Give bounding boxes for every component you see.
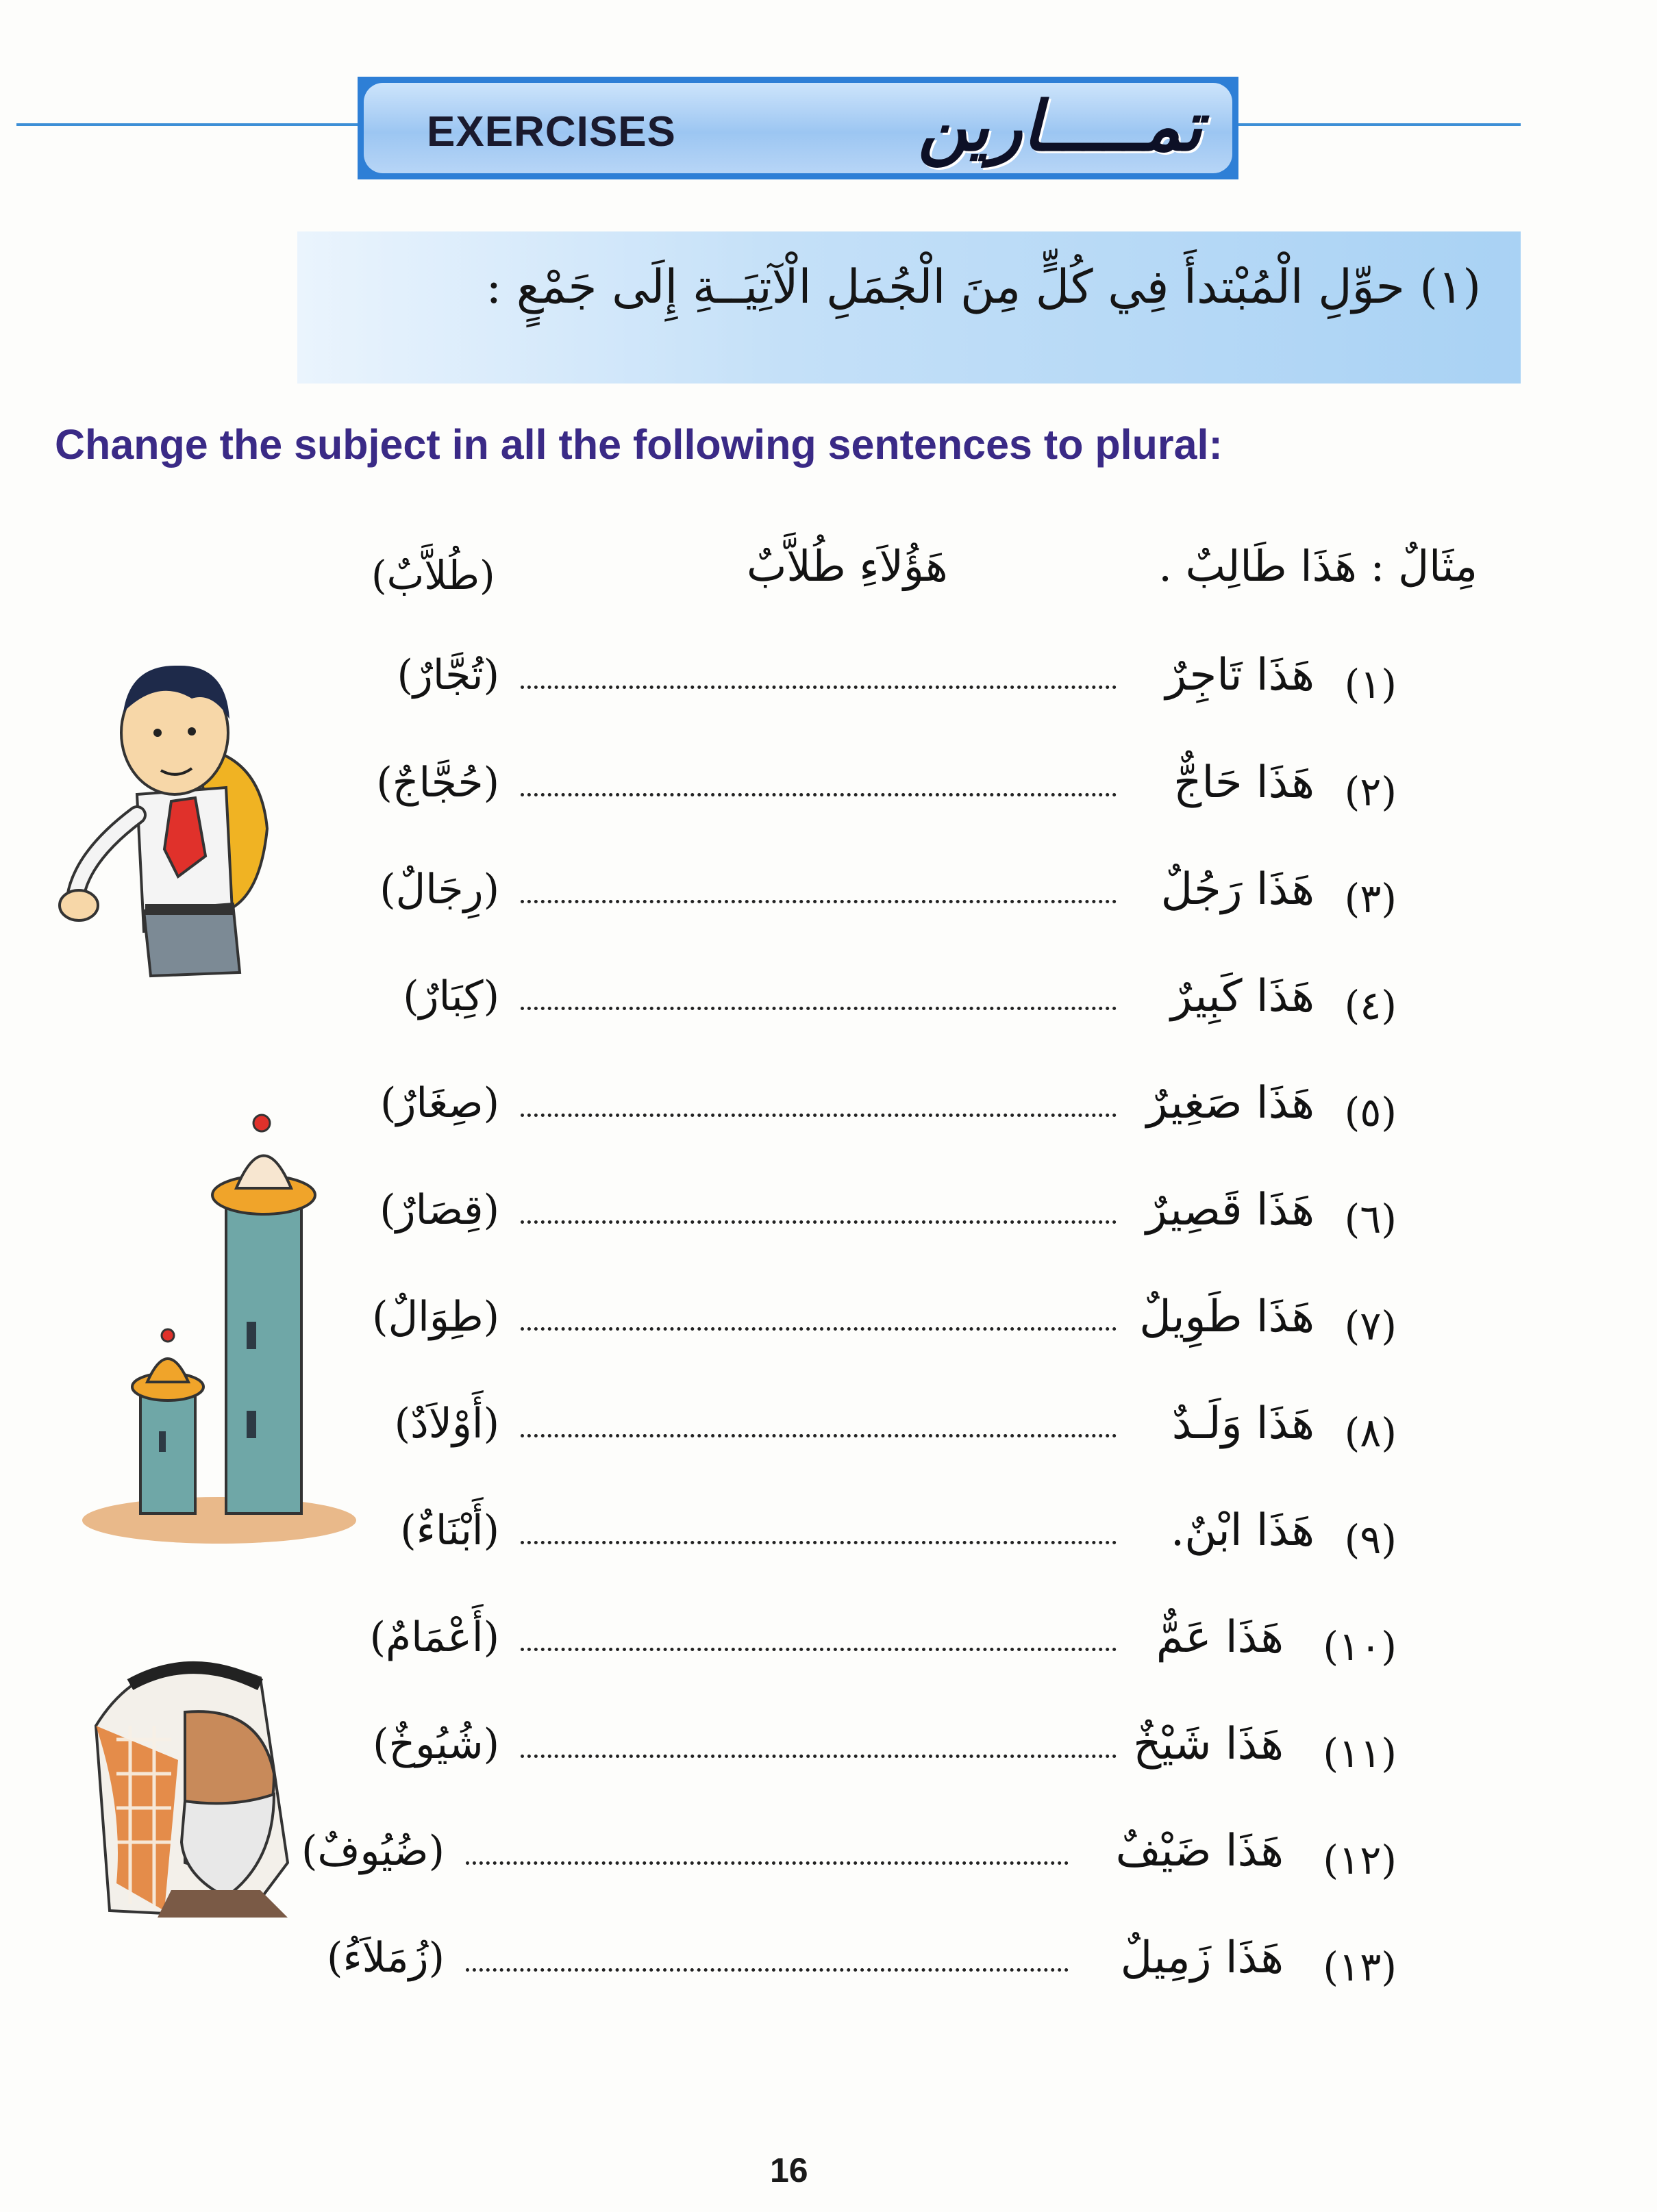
plural-hint: (تُجَّارٌ) xyxy=(397,651,499,699)
example-sentence: مِثَالٌ : هَذَا طَالِبٌ . xyxy=(1158,541,1478,591)
exercise-sentence: هَذَا طَوِيلٌ xyxy=(1139,1292,1315,1342)
answer-blank[interactable] xyxy=(521,1434,1117,1437)
answer-blank[interactable] xyxy=(521,1114,1117,1117)
header-title-english: EXERCISES xyxy=(427,108,676,155)
exercise-sentence: هَذَا شَيْخٌ xyxy=(1133,1719,1284,1770)
answer-blank[interactable] xyxy=(521,1541,1117,1544)
plural-hint: (حُجَّاجٌ) xyxy=(376,759,499,807)
answer-blank[interactable] xyxy=(521,1327,1117,1331)
plural-hint: (كِبَارٌ) xyxy=(403,972,499,1020)
exercise-sentence: هَذَا ضَيْفٌ xyxy=(1115,1826,1284,1876)
exercise-sentence: هَذَا تَاجِرٌ xyxy=(1165,650,1315,701)
answer-blank[interactable] xyxy=(521,793,1117,796)
exercise-number: (٥) xyxy=(1344,1089,1397,1135)
exercise-sentence: هَذَا رَجُلٌ xyxy=(1160,864,1315,915)
answer-blank[interactable] xyxy=(466,1861,1069,1865)
elder-man-illustration xyxy=(68,1637,301,1918)
exercise-number: (٢) xyxy=(1344,768,1397,815)
exercise-number: (١٠) xyxy=(1323,1623,1397,1670)
plural-hint: (أَعْمَامٌ) xyxy=(369,1613,499,1661)
exercise-sentence: هَذَا حَاجٌّ xyxy=(1173,757,1315,808)
exercise-number: (٨) xyxy=(1344,1409,1397,1456)
header-banner xyxy=(358,77,1238,179)
plural-hint: (شُيُوخٌ) xyxy=(373,1720,499,1768)
instruction-arabic: (١) حوِّلِ الْمُبْتدأَ فِي كُلٍّ مِنَ الْجُمَلِ الْآتِيَــةِ إِلَى جَمْعٍ : xyxy=(486,260,1481,314)
plural-hint: (رِجَالٌ) xyxy=(379,866,499,914)
page-number: 16 xyxy=(770,2151,808,2189)
exercise-number: (٤) xyxy=(1344,982,1397,1029)
minarets-illustration xyxy=(82,1109,356,1548)
boy-illustration xyxy=(55,651,288,979)
exercise-number: (١١) xyxy=(1323,1730,1397,1776)
plural-hint: (صِغَارٌ) xyxy=(380,1079,499,1127)
header-rule-left xyxy=(16,123,359,126)
plural-hint: (ضُيُوفٌ) xyxy=(301,1827,445,1875)
instruction-band xyxy=(297,231,1521,384)
exercise-sentence: هَذَا عَمٌّ xyxy=(1156,1612,1284,1663)
example-answer: هَؤُلاَءِ طُلاَّبٌ xyxy=(747,541,948,591)
exercise-number: (٦) xyxy=(1344,1196,1397,1242)
answer-blank[interactable] xyxy=(521,1220,1117,1224)
answer-blank[interactable] xyxy=(466,1968,1069,1972)
exercise-number: (٧) xyxy=(1344,1303,1397,1349)
exercise-number: (١) xyxy=(1344,661,1397,707)
exercise-sentence: هَذَا كَبِيرٌ xyxy=(1171,971,1315,1022)
exercise-number: (٩) xyxy=(1344,1516,1397,1563)
plural-hint: (أَبْنَاءٌ) xyxy=(400,1507,499,1555)
exercise-number: (١٣) xyxy=(1323,1944,1397,1990)
exercise-sentence: هَذَا ابْنٌ. xyxy=(1170,1505,1315,1556)
header-banner-inner xyxy=(364,83,1232,173)
answer-blank[interactable] xyxy=(521,1648,1117,1651)
answer-blank[interactable] xyxy=(521,1007,1117,1010)
exercise-sentence: هَذَا قَصِيرٌ xyxy=(1145,1185,1315,1235)
header-title-arabic: تمـــــارين xyxy=(918,86,1202,166)
exercise-sentence: هَذَا صَغِيرٌ xyxy=(1146,1078,1315,1129)
instruction-english: Change the subject in all the following sentences to plural: xyxy=(55,421,1223,468)
answer-blank[interactable] xyxy=(521,1755,1117,1758)
exercise-sentence: هَذَا زَمِيلٌ xyxy=(1120,1933,1284,1983)
exercise-row xyxy=(0,1930,1657,2019)
plural-hint: (زُمَلاَءُ) xyxy=(327,1934,445,1982)
answer-blank[interactable] xyxy=(521,686,1117,689)
exercise-number: (٣) xyxy=(1344,875,1397,922)
plural-hint: (طِوَالٌ) xyxy=(372,1293,499,1341)
plural-hint: (قِصَارٌ) xyxy=(379,1186,499,1234)
exercise-sentence: هَذَا وَلَـدٌ xyxy=(1171,1398,1315,1449)
exercise-row xyxy=(0,968,1657,1057)
header-rule-right xyxy=(1238,123,1521,126)
example-hint: (طُلاَّبٌ) xyxy=(371,552,495,599)
plural-hint: (أَوْلاَدٌ) xyxy=(394,1400,499,1448)
answer-blank[interactable] xyxy=(521,900,1117,903)
exercise-number: (١٢) xyxy=(1323,1837,1397,1883)
